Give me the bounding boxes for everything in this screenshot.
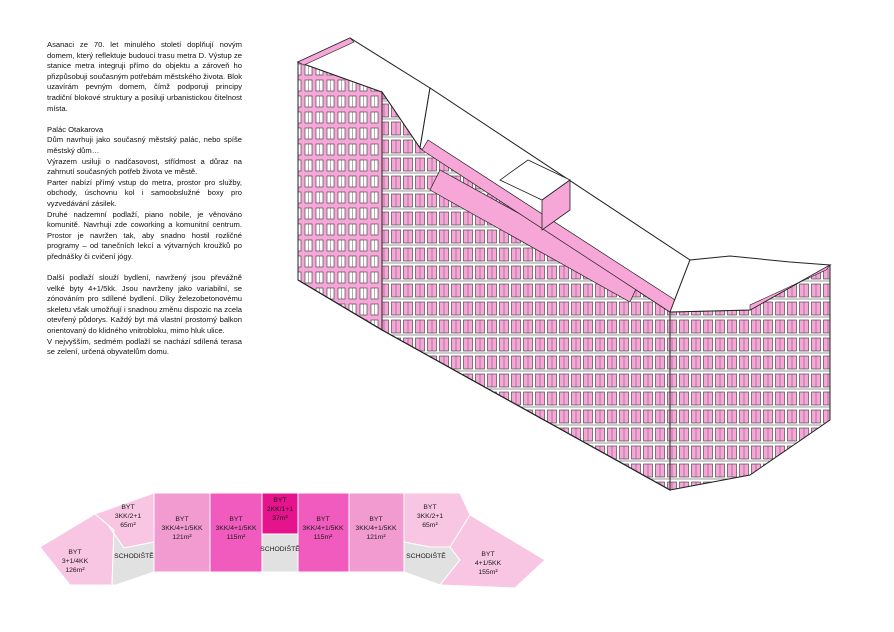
paragraph-intro: Asanaci ze 70. let minulého století doplňují novým domem, který reflektuje budoucí trasu metra D. Výstup ze stanice metra integruji přímo do objektu a zároveň ho přizpůsobuji současným potřebám městského života. Blok uzavírám pevným domem, čímž podporuji principy tradiční blokové struktury a posiluji urbanistickou čitelnost místa. [47, 40, 242, 113]
unit-u2-label: BYT 3KK/2+1 65m² [114, 504, 142, 529]
stair-2 [262, 534, 298, 572]
unit-u4 [210, 493, 262, 572]
unit-u5-label: BYT 2KK/1+1 37m² [266, 497, 294, 522]
unit-u3 [154, 493, 210, 572]
unit-u4-label: BYT 3KK/4+1/5KK 115m² [215, 516, 257, 541]
section-heading: Palác Otakarova [47, 124, 104, 134]
paragraph-housing: Další podlaží slouží bydlení, navržený jsou převážně velké byty 4+1/5kk. Jsou navrženy jako variabilní, se zónováním pro sdílené bydlení. Díky železobetonovému skeletu však umožňují i snadnou změnu dispozic na zcela otevřený půdorys. Každý byt má vlastní prostorný balkon orientovaný do klidného vnitrobloku, mimo hluk ulice. [47, 273, 242, 336]
unit-u7-label: BYT 3KK/4+1/5KK 121m² [355, 516, 397, 541]
stair-1-label: SCHODIŠTĚ [114, 553, 154, 560]
paragraph-terrace: V nejvyšším, sedmém podlaží se nachází sdílená terasa se zelení, určená obyvatelům domu. [47, 336, 242, 357]
unit-u7 [349, 493, 404, 572]
unit-u3-label: BYT 3KK/4+1/5KK 121m² [161, 516, 203, 541]
paragraph-expression: Výrazem usiluji o nadčasovost, střídmost a důraz na zahrnutí současných potřeb života ve městě. [47, 156, 242, 177]
stair-3-label: SCHODIŠTĚ [406, 553, 446, 560]
paragraph-parter: Parter nabízí přímý vstup do metra, prostor pro služby, obchody, úschovnu kol i samoobslužné boxy pro vyzvedávání zásilek. [47, 177, 242, 208]
unit-u6-label: BYT 3KK/4+1/5KK 115m² [302, 516, 344, 541]
unit-u9-label: BYT 4+1/5KK 155m² [474, 551, 502, 576]
paragraph-palace: Dům navrhuji jako současný městský palác, nebo spíše městský dům… [47, 135, 242, 155]
paragraph-piano-nobile: Druhé nadzemní podlaží, piano nobile, je věnováno komunitě. Navrhuji zde coworking a komunitní centrum. Prostor je navržen tak, aby snadno hostil rozličné programy – od tanečních lekcí a výtvarných kroužků po přednášky či cvičení jógy. [47, 209, 242, 261]
unit-u1-label: BYT 3+1/4KK 126m² [61, 549, 89, 574]
unit-u6 [298, 493, 349, 572]
stair-2-label: SCHODIŠTĚ [260, 546, 300, 553]
unit-u8-label: BYT 3KK/2+1 65m² [416, 504, 444, 529]
